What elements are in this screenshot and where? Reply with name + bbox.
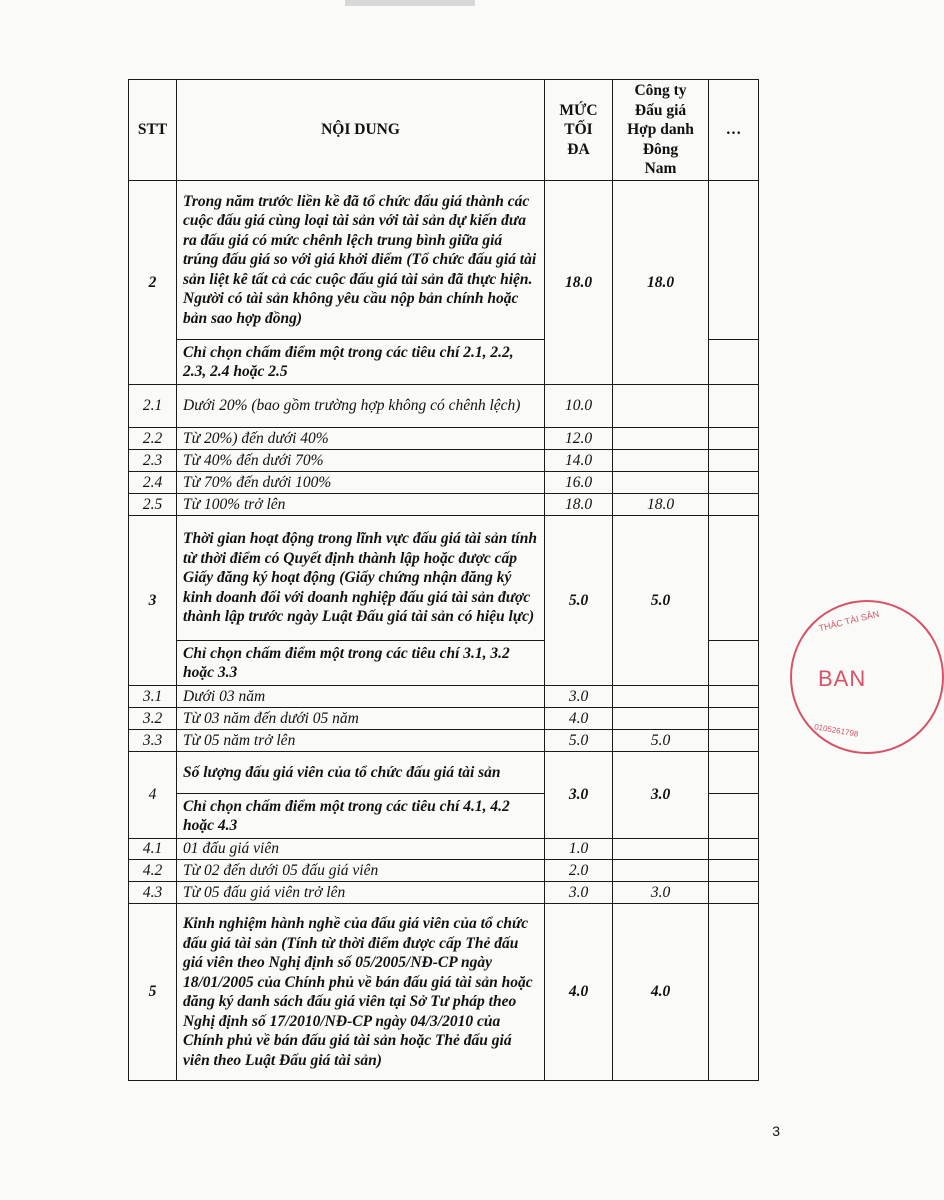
row-max: 4.0 bbox=[545, 708, 613, 730]
row-content: Từ 05 năm trở lên bbox=[177, 730, 545, 752]
row-extra bbox=[709, 686, 759, 708]
row-score: 3.0 bbox=[613, 752, 709, 839]
table-row bbox=[129, 752, 759, 794]
table-row bbox=[129, 450, 759, 472]
table-row bbox=[129, 686, 759, 708]
row-extra bbox=[709, 839, 759, 860]
table-row bbox=[129, 730, 759, 752]
row-content: Kinh nghiệm hành nghề của đấu giá viên của tổ chức đấu giá tài sản (Tính từ thời điểm được cấp Thẻ đấu giá viên theo Nghị định số 05/2005/NĐ-CP ngày 18/01/2005 của Chính phủ về bán đấu giá tài sản hoặc đăng ký danh sách đấu giá viên tại Sở Tư pháp theo Nghị định số 17/2010/NĐ-CP ngày 04/3/2010 của Chính phủ về bán đấu giá tài sản hoặc Thẻ đấu giá viên theo Luật Đấu giá tài sản) bbox=[177, 904, 545, 1081]
row-score bbox=[613, 839, 709, 860]
header-max-line3: ĐA bbox=[567, 140, 590, 158]
row-stt: 4.3 bbox=[129, 882, 177, 904]
header-stt: STT bbox=[129, 80, 177, 181]
row-stt: 3.1 bbox=[129, 686, 177, 708]
header-company-line2: Đấu giá bbox=[634, 101, 687, 119]
row-stt: 3.2 bbox=[129, 708, 177, 730]
row-extra bbox=[709, 730, 759, 752]
header-company-line1: Công ty bbox=[634, 82, 687, 100]
row-max: 10.0 bbox=[545, 385, 613, 428]
row-extra bbox=[709, 794, 759, 839]
row-max: 3.0 bbox=[545, 882, 613, 904]
header-max-score bbox=[545, 80, 613, 181]
row-stt: 4.2 bbox=[129, 860, 177, 882]
header-max-line1: MỨC bbox=[559, 101, 598, 119]
row-stt: 3 bbox=[129, 516, 177, 686]
row-extra bbox=[709, 708, 759, 730]
header-company bbox=[613, 80, 709, 181]
table-row bbox=[129, 708, 759, 730]
header-company-line4: Đông bbox=[642, 140, 679, 158]
header-max-line2: TỐI bbox=[564, 121, 593, 139]
row-score: 3.0 bbox=[613, 882, 709, 904]
row-extra bbox=[709, 385, 759, 428]
row-content: Từ 02 đến dưới 05 đấu giá viên bbox=[177, 860, 545, 882]
row-extra bbox=[709, 428, 759, 450]
table-row bbox=[129, 181, 759, 340]
row-note: Chỉ chọn chấm điểm một trong các tiêu chí 2.1, 2.2, 2.3, 2.4 hoặc 2.5 bbox=[177, 340, 545, 385]
row-stt: 3.3 bbox=[129, 730, 177, 752]
table-row bbox=[129, 516, 759, 641]
row-max: 4.0 bbox=[545, 904, 613, 1081]
row-max: 18.0 bbox=[545, 181, 613, 385]
row-score bbox=[613, 708, 709, 730]
row-max: 16.0 bbox=[545, 472, 613, 494]
row-extra bbox=[709, 450, 759, 472]
row-extra bbox=[709, 340, 759, 385]
row-score bbox=[613, 860, 709, 882]
row-extra bbox=[709, 181, 759, 340]
row-stt: 2.3 bbox=[129, 450, 177, 472]
table-row bbox=[129, 494, 759, 516]
evaluation-table bbox=[128, 79, 759, 1081]
row-extra bbox=[709, 516, 759, 641]
row-stt: 2.4 bbox=[129, 472, 177, 494]
page-number: 3 bbox=[772, 1123, 780, 1139]
row-score: 4.0 bbox=[613, 904, 709, 1081]
row-stt: 2.5 bbox=[129, 494, 177, 516]
row-content: Số lượng đấu giá viên của tổ chức đấu giá tài sản bbox=[177, 752, 545, 794]
table-row bbox=[129, 839, 759, 860]
row-stt: 2.2 bbox=[129, 428, 177, 450]
row-extra bbox=[709, 752, 759, 794]
row-extra bbox=[709, 882, 759, 904]
row-note: Chỉ chọn chấm điểm một trong các tiêu chí 3.1, 3.2 hoặc 3.3 bbox=[177, 641, 545, 686]
row-content: Dưới 03 năm bbox=[177, 686, 545, 708]
row-content: Dưới 20% (bao gồm trường hợp không có chênh lệch) bbox=[177, 385, 545, 428]
row-max: 5.0 bbox=[545, 730, 613, 752]
scan-mark bbox=[345, 0, 475, 6]
table-row bbox=[129, 904, 759, 1081]
row-max: 14.0 bbox=[545, 450, 613, 472]
header-company-line5: Nam bbox=[644, 160, 677, 178]
row-content: Từ 20%) đến dưới 40% bbox=[177, 428, 545, 450]
table-row bbox=[129, 385, 759, 428]
seal-center-text: BAN bbox=[818, 666, 867, 691]
row-max: 5.0 bbox=[545, 516, 613, 686]
table-row bbox=[129, 472, 759, 494]
row-extra bbox=[709, 641, 759, 686]
row-stt: 2 bbox=[129, 181, 177, 385]
header-row bbox=[129, 80, 759, 181]
row-content: Từ 40% đến dưới 70% bbox=[177, 450, 545, 472]
row-score: 5.0 bbox=[613, 730, 709, 752]
header-more: … bbox=[709, 80, 759, 181]
table-row bbox=[129, 882, 759, 904]
row-extra bbox=[709, 494, 759, 516]
row-stt: 4 bbox=[129, 752, 177, 839]
row-extra bbox=[709, 472, 759, 494]
row-score: 18.0 bbox=[613, 494, 709, 516]
header-company-line3: Hợp danh bbox=[627, 121, 694, 139]
row-max: 12.0 bbox=[545, 428, 613, 450]
row-score: 5.0 bbox=[613, 516, 709, 686]
row-score bbox=[613, 472, 709, 494]
row-stt: 2.1 bbox=[129, 385, 177, 428]
row-max: 3.0 bbox=[545, 752, 613, 839]
row-stt: 4.1 bbox=[129, 839, 177, 860]
row-content: Trong năm trước liền kề đã tổ chức đấu giá thành các cuộc đấu giá cùng loại tài sản với tài sản dự kiến đưa ra đấu giá có mức chênh lệch trung bình giữa giá trúng đấu giá so với giá khởi điểm (Tổ chức đấu giá tài sản liệt kê tất cả các cuộc đấu giá tài sản đã thực hiện. Người có tài sản không yêu cầu nộp bản chính hoặc bản sao hợp đồng) bbox=[177, 181, 545, 340]
row-score bbox=[613, 428, 709, 450]
table-row bbox=[129, 428, 759, 450]
row-note: Chỉ chọn chấm điểm một trong các tiêu chí 4.1, 4.2 hoặc 4.3 bbox=[177, 794, 545, 839]
header-content: NỘI DUNG bbox=[177, 80, 545, 181]
row-max: 18.0 bbox=[545, 494, 613, 516]
row-score bbox=[613, 450, 709, 472]
row-max: 1.0 bbox=[545, 839, 613, 860]
row-score bbox=[613, 686, 709, 708]
seal-top-text: THÁC TÀI SẢN bbox=[817, 608, 881, 634]
row-content: Từ 03 năm đến dưới 05 năm bbox=[177, 708, 545, 730]
company-seal bbox=[790, 600, 944, 754]
seal-bottom-text: 0105261798 bbox=[813, 722, 859, 739]
row-content: Từ 100% trở lên bbox=[177, 494, 545, 516]
row-score: 18.0 bbox=[613, 181, 709, 385]
row-extra bbox=[709, 904, 759, 1081]
row-stt: 5 bbox=[129, 904, 177, 1081]
row-extra bbox=[709, 860, 759, 882]
row-content: Thời gian hoạt động trong lĩnh vực đấu giá tài sản tính từ thời điểm có Quyết định thành lập hoặc được cấp Giấy đăng ký hoạt động (Giấy chứng nhận đăng ký kinh doanh đối với doanh nghiệp đấu giá tài sản được thành lập trước ngày Luật Đấu giá tài sản có hiệu lực) bbox=[177, 516, 545, 641]
row-max: 2.0 bbox=[545, 860, 613, 882]
table-row bbox=[129, 860, 759, 882]
row-content: Từ 05 đấu giá viên trở lên bbox=[177, 882, 545, 904]
row-content: 01 đấu giá viên bbox=[177, 839, 545, 860]
row-max: 3.0 bbox=[545, 686, 613, 708]
row-content: Từ 70% đến dưới 100% bbox=[177, 472, 545, 494]
row-score bbox=[613, 385, 709, 428]
